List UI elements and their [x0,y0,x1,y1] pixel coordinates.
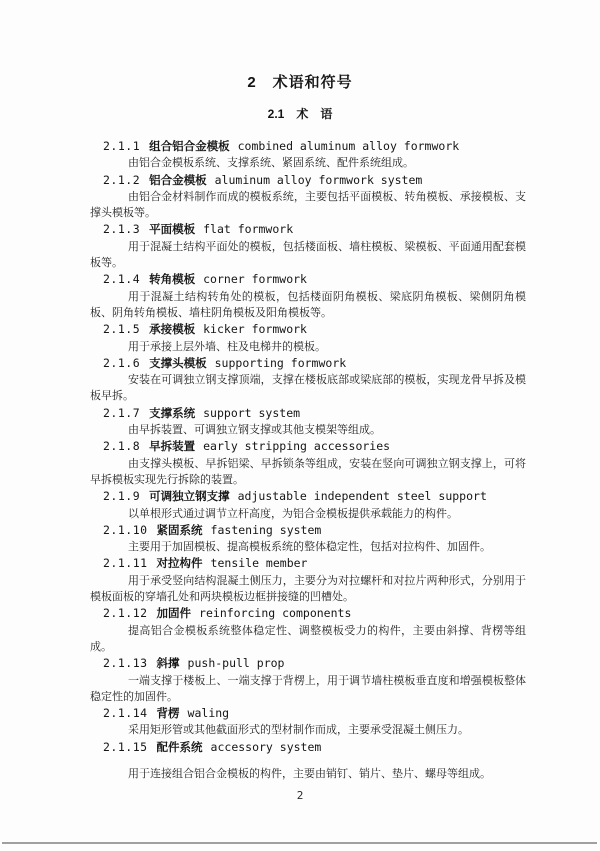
term-english: supporting formwork [214,355,347,370]
term-chinese: 转角模板 [149,274,196,287]
term-heading [90,438,526,455]
term-heading [90,739,526,756]
term-definition: 用于承接上层外墙、柱及电梯井的模板。 [128,340,326,353]
term-definition: 由支撑头模板、早拆铝梁、早拆锁条等组成，安装在竖向可调独立钢支撑上，可将早拆模板实现先行拆除的装置。 [90,457,526,486]
term-heading [90,221,526,238]
term-entry [90,555,526,605]
term-definition: 提高铝合金模板系统整体稳定性、调整模板受力的构件，主要由斜撑、背楞等组成。 [90,624,526,653]
term-english: fastening system [210,522,322,537]
term-english: combined aluminum alloy formwork [237,139,460,153]
term-chinese: 平面模板 [149,224,196,237]
term-english: accessory system [210,739,322,754]
term-english: flat formwork [203,222,294,237]
term-clause-number: 2.1.12 [103,606,148,621]
term-clause-number: 2.1.9 [103,489,141,504]
term-heading [90,271,526,288]
term-entry [90,438,526,488]
term-chinese: 早拆装置 [149,441,196,454]
term-definition: 由铝合金材料制作而成的模板系统，主要包括平面模板、转角模板、承接模板、支撑头模板等。 [90,190,526,220]
page-bottom-edge-line [2,842,597,844]
term-heading [90,605,526,622]
term-english: reinforcing components [199,606,352,621]
term-english: early stripping accessories [203,439,391,454]
term-english: adjustable independent steel support [237,489,487,504]
term-chinese: 支撑头模板 [149,357,207,370]
term-definition: 主要用于加固模板、提高模板系统的整体稳定性，包括对拉构件、加固件。 [128,541,491,554]
term-chinese: 承接模板 [149,324,196,337]
term-entry [90,221,526,271]
term-english: kicker formwork [203,322,307,337]
term-entry [90,488,526,522]
term-english: aluminum alloy formwork system [214,172,423,187]
term-entry [90,172,526,222]
term-definition: 由铝合金模板系统、支撑系统、紧固系统、配件系统组成。 [128,157,414,170]
term-definition: 一端支撑于楼板上、一端支撑于背楞上，用于调节墙柱模板垂直度和增强模板整体稳定性的加固件。 [90,674,526,703]
term-clause-number: 2.1.6 [103,355,141,370]
term-chinese: 斜撑 [156,658,180,671]
term-heading [90,172,526,189]
term-clause-number: 2.1.1 [103,139,141,153]
page-number: 2 [296,789,304,802]
term-clause-number: 2.1.2 [103,172,141,187]
term-chinese: 铝合金模板 [149,174,207,187]
term-entry [90,655,526,705]
term-entry [90,522,526,556]
term-heading [90,138,526,155]
term-english: waling [187,706,230,721]
terms-list [90,138,526,782]
term-chinese: 配件系统 [156,741,203,754]
term-clause-number: 2.1.11 [103,556,148,571]
chapter-title: 2 术语和符号 [247,74,353,91]
term-definition: 安装在可调独立钢支撑顶端，支撑在楼板底部或梁底部的模板，实现龙骨早拆及模板早拆。 [90,374,526,403]
term-heading [90,522,526,539]
term-entry [90,705,526,739]
term-english: corner formwork [203,272,307,287]
term-definition: 用于混凝土结构平面处的模板，包括楼面板、墙柱模板、梁模板、平面通用配套模板等。 [90,240,526,270]
term-clause-number: 2.1.13 [103,656,148,671]
term-clause-number: 2.1.14 [103,706,148,721]
term-heading [90,488,526,505]
term-entry [90,405,526,439]
term-definition: 用于混凝土结构转角处的模板，包括楼面阴角模板、梁底阴角模板、梁侧阴角模板、阴角转角模板、墙柱阴角模板及阳角模板等。 [90,290,526,319]
term-chinese: 组合铝合金模板 [149,141,230,153]
term-clause-number: 2.1.5 [103,322,141,337]
term-definition: 用于承受竖向结构混凝土侧压力，主要分为对拉螺杆和对拉片两种形式，分别用于模板面板的穿墙孔处和两块模板边框拼接缝的凹槽处。 [90,574,526,604]
term-definition: 由早拆装置、可调独立钢支撑或其他支模架等组成。 [128,424,381,437]
term-heading [90,655,526,672]
term-clause-number: 2.1.10 [103,522,148,537]
term-heading [90,321,526,338]
term-definition: 以单根形式通过调节立杆高度，为铝合金模板提供承载能力的构件。 [128,507,458,520]
term-chinese: 可调独立钢支撑 [149,491,230,504]
term-chinese: 背楞 [156,708,180,721]
term-english: push-pull prop [187,656,285,671]
term-heading [90,555,526,572]
term-clause-number: 2.1.3 [103,222,141,237]
term-chinese: 对拉构件 [156,558,203,571]
term-chinese: 紧固系统 [156,524,203,537]
term-clause-number: 2.1.8 [103,439,141,454]
term-clause-number: 2.1.7 [103,405,141,420]
term-heading [90,355,526,372]
term-english: support system [203,405,301,420]
term-english: tensile member [210,556,308,571]
term-entry [90,138,526,172]
term-entry [90,605,526,655]
term-heading [90,405,526,422]
term-chinese: 加固件 [156,608,192,621]
term-entry [90,271,526,321]
section-title: 2.1 术 语 [267,107,333,121]
term-definition: 采用矩形管或其他截面形式的型材制作而成，主要承受混凝土侧压力。 [128,724,469,737]
term-entry [90,321,526,355]
term-heading [90,705,526,722]
term-definition: 用于连接组合铝合金模板的构件，主要由销钉、销片、垫片、螺母等组成。 [128,767,491,780]
term-clause-number: 2.1.4 [103,272,141,287]
term-entry [90,739,526,783]
term-clause-number: 2.1.15 [103,739,148,754]
term-entry [90,355,526,405]
term-chinese: 支撑系统 [149,407,196,420]
